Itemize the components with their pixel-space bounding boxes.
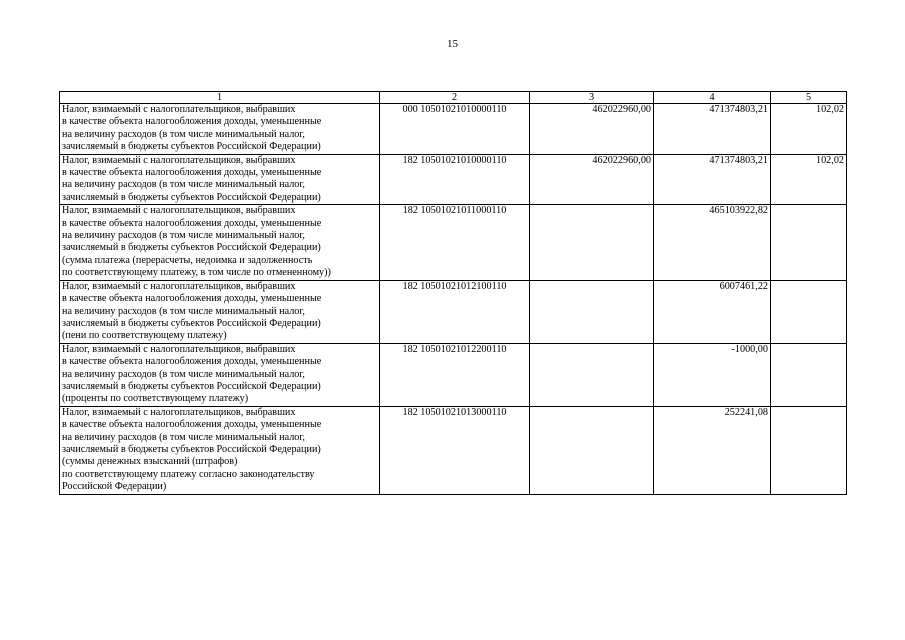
table-header <box>60 92 847 104</box>
column-header-3: 3 <box>530 92 654 104</box>
execution-percent-cell <box>771 280 847 343</box>
column-number-row <box>60 92 847 104</box>
revenue-name-cell: Налог, взимаемый с налогоплательщиков, выбравших в качестве объекта налогообложения доходы, уменьшенные на величину расходов (в том числе минимальный налог, зачисляемый в бюджеты субъектов Российской Федерации) <box>60 154 380 205</box>
column-header-2: 2 <box>380 92 530 104</box>
table-row <box>60 343 847 406</box>
execution-percent-cell <box>771 406 847 494</box>
planned-amount-cell <box>530 280 654 343</box>
execution-percent-cell <box>771 343 847 406</box>
planned-amount-cell: 462022960,00 <box>530 104 654 155</box>
budget-revenue-table <box>59 91 847 495</box>
page-number: 15 <box>447 38 458 50</box>
actual-amount-cell: -1000,00 <box>654 343 771 406</box>
table-body <box>60 104 847 495</box>
actual-amount-cell: 471374803,21 <box>654 154 771 205</box>
revenue-name-cell: Налог, взимаемый с налогоплательщиков, выбравших в качестве объекта налогообложения доходы, уменьшенные на величину расходов (в том числе минимальный налог, зачисляемый в бюджеты субъектов Российской Федерации) (проценты по соответствующему платежу) <box>60 343 380 406</box>
revenue-name-cell: Налог, взимаемый с налогоплательщиков, выбравших в качестве объекта налогообложения доходы, уменьшенные на величину расходов (в том числе минимальный налог, зачисляемый в бюджеты субъектов Российской Федерации) (суммы денежных взысканий (штрафов) по соответствующему платежу согласно законодательству Российской Федерации) <box>60 406 380 494</box>
revenue-name-cell: Налог, взимаемый с налогоплательщиков, выбравших в качестве объекта налогообложения доходы, уменьшенные на величину расходов (в том числе минимальный налог, зачисляемый в бюджеты субъектов Российской Федерации) <box>60 104 380 155</box>
table-row <box>60 154 847 205</box>
actual-amount-cell: 252241,08 <box>654 406 771 494</box>
budget-code-cell: 000 10501021010000110 <box>380 104 530 155</box>
budget-code-cell: 182 10501021011000110 <box>380 205 530 280</box>
table-row <box>60 205 847 280</box>
execution-percent-cell <box>771 205 847 280</box>
planned-amount-cell: 462022960,00 <box>530 154 654 205</box>
budget-code-cell: 182 10501021012200110 <box>380 343 530 406</box>
planned-amount-cell <box>530 205 654 280</box>
actual-amount-cell: 471374803,21 <box>654 104 771 155</box>
revenue-name-cell: Налог, взимаемый с налогоплательщиков, выбравших в качестве объекта налогообложения доходы, уменьшенные на величину расходов (в том числе минимальный налог, зачисляемый в бюджеты субъектов Российской Федерации) (сумма платежа (перерасчеты, недоимка и задолженность по соответствующему платежу, в том числе по отмененному)) <box>60 205 380 280</box>
column-header-1: 1 <box>60 92 380 104</box>
revenue-name-cell: Налог, взимаемый с налогоплательщиков, выбравших в качестве объекта налогообложения доходы, уменьшенные на величину расходов (в том числе минимальный налог, зачисляемый в бюджеты субъектов Российской Федерации) (пени по соответствующему платежу) <box>60 280 380 343</box>
table-row <box>60 406 847 494</box>
planned-amount-cell <box>530 343 654 406</box>
actual-amount-cell: 6007461,22 <box>654 280 771 343</box>
execution-percent-cell: 102,02 <box>771 104 847 155</box>
actual-amount-cell: 465103922,82 <box>654 205 771 280</box>
budget-code-cell: 182 10501021010000110 <box>380 154 530 205</box>
column-header-5: 5 <box>771 92 847 104</box>
budget-code-cell: 182 10501021012100110 <box>380 280 530 343</box>
table-row <box>60 104 847 155</box>
table-row <box>60 280 847 343</box>
execution-percent-cell: 102,02 <box>771 154 847 205</box>
planned-amount-cell <box>530 406 654 494</box>
budget-code-cell: 182 10501021013000110 <box>380 406 530 494</box>
column-header-4: 4 <box>654 92 771 104</box>
